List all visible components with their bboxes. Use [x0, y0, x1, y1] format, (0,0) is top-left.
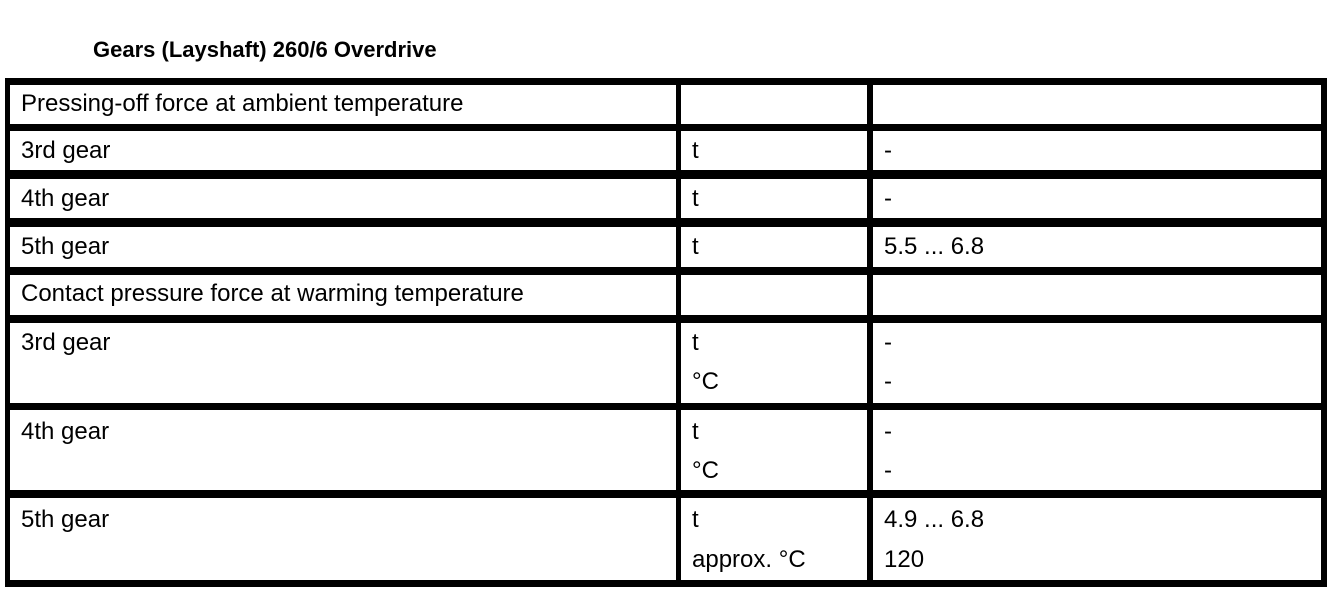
table-cell-label: [10, 410, 676, 490]
table-cell-unit: [681, 227, 867, 267]
cell-text: 4th gear: [21, 185, 110, 212]
table-cell-unit: [681, 131, 867, 170]
table-cell-value: [873, 410, 1321, 490]
cell-text: -: [884, 457, 892, 484]
table-cell-unit: [681, 275, 867, 315]
table-cell-label: [10, 498, 676, 580]
cell-text: -: [884, 137, 892, 164]
cell-text: Contact pressure force at warming temperature: [21, 280, 524, 307]
cell-text: -: [884, 329, 892, 356]
cell-text: °C: [692, 457, 719, 484]
table-cell-unit: [681, 179, 867, 218]
cell-text: 4th gear: [21, 418, 110, 445]
table-cell-unit: [681, 498, 867, 580]
cell-text: 5th gear: [21, 233, 110, 260]
table-cell-label: [10, 323, 676, 403]
cell-text: -: [884, 368, 892, 395]
cell-text: Pressing-off force at ambient temperature: [21, 90, 464, 117]
cell-text: 3rd gear: [21, 137, 111, 164]
specification-table: [5, 78, 1327, 587]
table-cell-unit: [681, 323, 867, 403]
table-cell-value: [873, 275, 1321, 315]
table-cell-label: [10, 179, 676, 218]
cell-text: t: [692, 233, 699, 260]
cell-text: -: [884, 418, 892, 445]
cell-text: -: [884, 185, 892, 212]
table-cell-label: [10, 227, 676, 267]
table-cell-value: [873, 227, 1321, 267]
cell-text: t: [692, 329, 699, 356]
cell-text: t: [692, 418, 699, 445]
table-cell-value: [873, 131, 1321, 170]
table-cell-value: [873, 179, 1321, 218]
table-title: Gears (Layshaft) 260/6 Overdrive: [93, 37, 437, 62]
table-cell-value: [873, 323, 1321, 403]
cell-text: approx. °C: [692, 546, 806, 573]
cell-text: 4.9 ... 6.8: [884, 506, 985, 533]
cell-text: t: [692, 185, 699, 212]
cell-text: 5.5 ... 6.8: [884, 233, 985, 260]
table-cell-label: [10, 131, 676, 170]
table-cell-unit: [681, 85, 867, 124]
cell-text: °C: [692, 368, 719, 395]
table-cell-value: [873, 85, 1321, 124]
cell-text: 120: [884, 546, 925, 573]
table-cell-unit: [681, 410, 867, 490]
cell-text: 5th gear: [21, 506, 110, 533]
cell-text: t: [692, 137, 699, 164]
table-cell-label: [10, 85, 676, 124]
cell-text: 3rd gear: [21, 329, 111, 356]
table-cell-value: [873, 498, 1321, 580]
table-cell-label: [10, 275, 676, 315]
cell-text: t: [692, 506, 699, 533]
